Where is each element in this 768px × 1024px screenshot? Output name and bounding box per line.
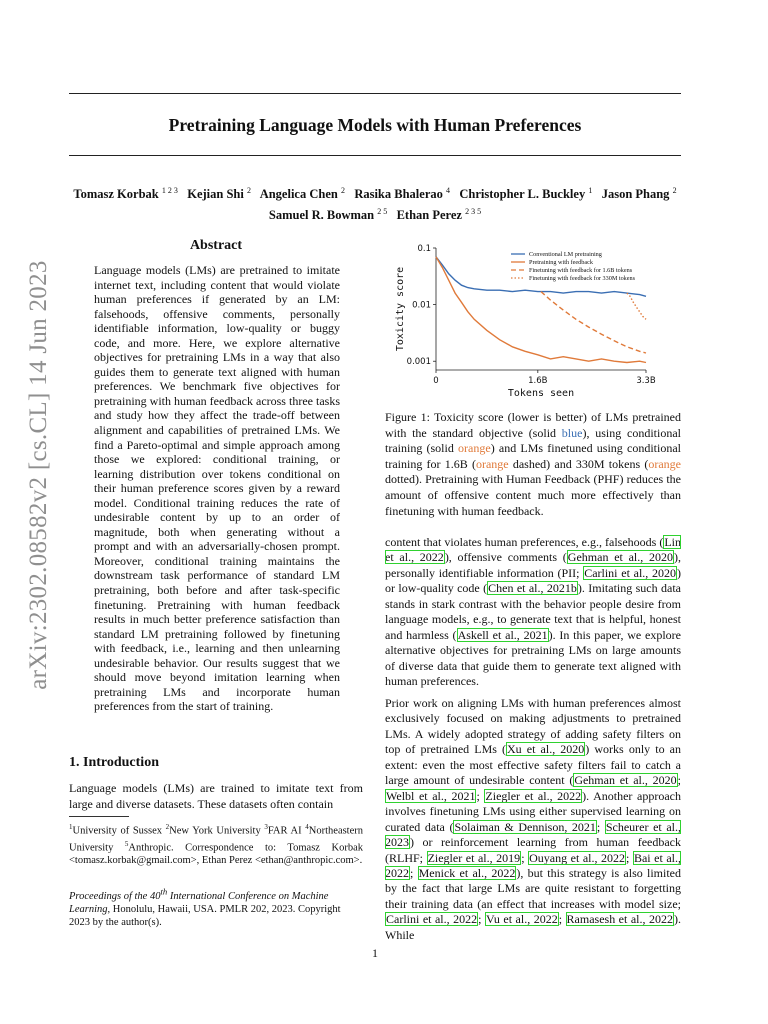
proceedings-note: [69, 885, 363, 929]
author-list: [69, 182, 681, 224]
caption-text: ), using conditional training (solid: [385, 425, 681, 456]
legend-label: Pretraining with feedback: [529, 259, 593, 266]
y-tick-label: 0.1: [417, 244, 431, 254]
author-affiliation: 4: [446, 186, 450, 195]
body-text: ). Imitating such data stands in stark contrast with the behavior people desire from language models, e.g., to generate text that is helpful, honest and harmless (: [385, 581, 681, 642]
author-name: Kejian Shi: [187, 187, 244, 202]
author-name: Tomasz Korbak: [73, 187, 159, 202]
title-rule: [69, 155, 681, 156]
citation-link[interactable]: Ziegler et al., 2019: [427, 850, 521, 865]
caption-color-word: orange: [458, 441, 491, 456]
x-tick-label: 3.3B: [636, 376, 656, 386]
x-tick-label: 1.6B: [528, 376, 548, 386]
author-name: Ethan Perez: [396, 208, 462, 223]
toxicity-chart: [386, 240, 681, 400]
citation-link[interactable]: Ramasesh et al., 2022: [566, 912, 673, 927]
body-text: ;: [478, 912, 485, 927]
author-name: Rasika Bhalerao: [354, 187, 443, 202]
affiliation-text: New York University: [169, 825, 265, 837]
author-affiliation: 1: [588, 186, 593, 195]
body-text: ;: [596, 819, 605, 834]
affiliation-text: Northeastern University: [69, 825, 364, 854]
proceedings-edition: 40: [149, 890, 161, 902]
legend-label: Finetuning with feedback for 1.6B tokens: [529, 267, 633, 274]
affiliation-text: Anthropic. Correspondence to: Tomasz Korbak <tomasz.korbak@gmail.com>, Ethan Perez <ethan@anthropic.com>.: [69, 842, 363, 867]
citation-link[interactable]: Vu et al., 2022: [485, 912, 558, 927]
caption-text: dotted). Pretraining with Human Feedback (PHF) reduces the amount of offensive content much more effectively than finetuning with human feedback.: [385, 472, 681, 518]
x-axis-label: Tokens seen: [507, 388, 575, 399]
body-text: ) or reinforcement learning from human feedback (RLHF;: [385, 835, 681, 865]
paper-title: Pretraining Language Models with Human Preferences: [168, 115, 582, 135]
caption-text: Figure 1: Toxicity score (lower is better) of LMs pretrained with the standard objective (solid: [385, 410, 681, 440]
author-affiliation: 2: [672, 186, 677, 195]
author-name: Christopher L. Buckley: [459, 187, 586, 202]
citation-link[interactable]: Gehman et al., 2020: [574, 773, 677, 788]
citation-link[interactable]: Gehman et al., 2020: [567, 550, 673, 565]
footnote-marker: 4: [305, 823, 309, 831]
footnote-marker: 5: [124, 839, 129, 848]
citation-link[interactable]: Lin et al., 2022: [385, 535, 681, 565]
citation-link[interactable]: Carlini et al., 2020: [584, 565, 677, 580]
citation-link[interactable]: Scheurer et al., 2023: [385, 819, 682, 850]
y-axis-label: Toxicity score: [395, 266, 406, 352]
intro-paragraph-continued: [385, 535, 681, 690]
body-text: ). In this paper, we explore alternative objectives for pretraining LMs on large amounts of diverse data that guide them to generate text aligned with human preferences.: [385, 627, 681, 689]
caption-text: dashed) and 330M tokens (: [508, 456, 649, 471]
introduction-text: Language models (LMs) are trained to imitate text from large and diverse datasets. These datasets often contain: [69, 781, 363, 811]
caption-color-word: orange: [648, 456, 681, 471]
footnote-marker: 3: [264, 823, 268, 831]
body-text: ) or low-quality code (: [385, 565, 682, 596]
proceedings-text: International Conference on Machine Learning: [69, 890, 329, 915]
series-line: [541, 292, 646, 353]
citation-link[interactable]: Welbl et al., 2021: [386, 788, 476, 803]
caption-color-word: blue: [561, 425, 583, 440]
body-text: ) works only to an extent: even the most effective safety filters fail to catch a large amount of undesirable content (: [385, 742, 681, 788]
citation-link[interactable]: Carlini et al., 2022: [386, 912, 478, 927]
caption-text: ) and LMs finetuned using conditional training for 1.6B (: [385, 441, 681, 471]
author-name: Angelica Chen: [259, 187, 338, 202]
body-text: ). While: [385, 912, 681, 942]
citation-link[interactable]: Solaiman & Dennison, 2021: [454, 819, 596, 834]
author-affiliation: 2 3 5: [465, 207, 482, 217]
proceedings-text: , Honolulu, Hawaii, USA. PMLR 202, 2023. Copyright 2023 by the author(s).: [69, 903, 341, 928]
author-affiliation: 2: [340, 186, 345, 195]
body-text: ;: [558, 912, 566, 927]
citation-link[interactable]: Xu et al., 2020: [507, 742, 585, 757]
footnote-rule: [69, 816, 129, 817]
author-affiliation: 2: [247, 186, 251, 195]
citation-link[interactable]: Chen et al., 2021b: [488, 581, 577, 596]
affiliation-text: University of Sussex: [72, 825, 166, 837]
footnote-marker: 2: [165, 823, 170, 831]
body-text: ;: [626, 850, 633, 865]
intro-paragraph-prior-work: [385, 696, 681, 943]
abstract-heading: Abstract: [189, 238, 243, 253]
body-text: Prior work on aligning LMs with human preferences almost exclusively focused on making adjustments to pretrained LMs. A widely adopted strategy of adding safety filters on top of pretrained LMs (: [385, 696, 681, 757]
body-text: ;: [410, 865, 418, 880]
legend-label: Conventional LM pretraining: [529, 251, 602, 258]
series-line: [627, 293, 646, 319]
body-text: ;: [677, 773, 681, 788]
author-name: Jason Phang: [601, 187, 670, 202]
citation-link[interactable]: Ouyang et al., 2022: [529, 850, 626, 865]
author-name: Samuel R. Bowman: [268, 208, 375, 223]
proceedings-ordinal: th: [160, 886, 168, 896]
body-text: content that violates human preferences, e.g., falsehoods (: [385, 535, 664, 549]
footnote-marker: 1: [69, 823, 73, 831]
body-text: ), offensive comments (: [444, 550, 567, 565]
figure-caption: [385, 410, 681, 519]
chart-canvas: [386, 240, 681, 400]
body-text: ), personally identifiable information (PII;: [385, 550, 681, 580]
citation-link[interactable]: Askell et al., 2021: [457, 627, 548, 642]
legend-label: Finetuning with feedback for 330M tokens: [529, 275, 636, 282]
proceedings-text: Proceedings of the: [69, 890, 150, 902]
y-tick-label: 0.001: [406, 357, 431, 368]
page-number: 1: [372, 946, 378, 960]
body-text: ). Another approach involves finetuning LMs using either supervised learning on curated data (: [385, 788, 681, 834]
citation-link[interactable]: Bai et al., 2022: [385, 850, 682, 880]
author-affiliation: 2 5: [377, 207, 388, 217]
author-affiliation: 1 2 3: [161, 186, 178, 195]
affiliations-footnote: [69, 821, 363, 868]
x-tick-label: 0: [433, 376, 439, 386]
caption-color-word: orange: [475, 456, 509, 471]
top-rule: [69, 93, 681, 94]
citation-link[interactable]: Ziegler et al., 2022: [485, 788, 582, 803]
abstract-text: Language models (LMs) are pretrained to imitate internet text, including content that would violate human preferences if generated by an LM: falsehoods, offensive comments, personally identifiable information, low-quality or buggy code, and more. Here, we explore alternative objectives for pretraining LMs in a way that also guides them to generate text aligned with human preferences. We benchmark five objectives for pretraining with human feedback across three tasks and study how they affect the trade-off between alignment and capabilities of pretrained LMs. We find a Pareto-optimal and simple approach among those we explored: conditional training, or learning distribution over tokens conditional on their human preference scores given by a reward model. Conditional training reduces the rate of undesirable content by up to an order of magnitude, both when generating without a prompt and with an adversarially-chosen prompt. Moreover, conditional training maintains the downstream task performance of standard LM pretraining, both before and after task-specific finetuning. Pretraining with human feedback results in much better preference satisfaction than standard LM pretraining followed by finetuning with feedback, i.e., learning and then unlearning undesirable behavior. Our results suggest that we should move beyond imitation learning when pretraining LMs and incorporate human preferences from the start of training.: [94, 263, 340, 714]
arxiv-watermark: arXiv:2302.08582v2 [cs.CL] 14 Jun 2023: [25, 260, 52, 690]
body-text: ), but this strategy is also limited by the fact that large LMs are quite resistant to forgetting their training data (an effect that increases with model size;: [385, 865, 682, 911]
body-text: ;: [476, 788, 485, 803]
introduction-heading: 1. Introduction: [69, 755, 159, 770]
body-text: ;: [521, 850, 529, 865]
y-tick-label: 0.01: [412, 300, 431, 311]
affiliation-text: FAR AI: [267, 825, 306, 837]
citation-link[interactable]: Menick et al., 2022: [418, 865, 516, 880]
